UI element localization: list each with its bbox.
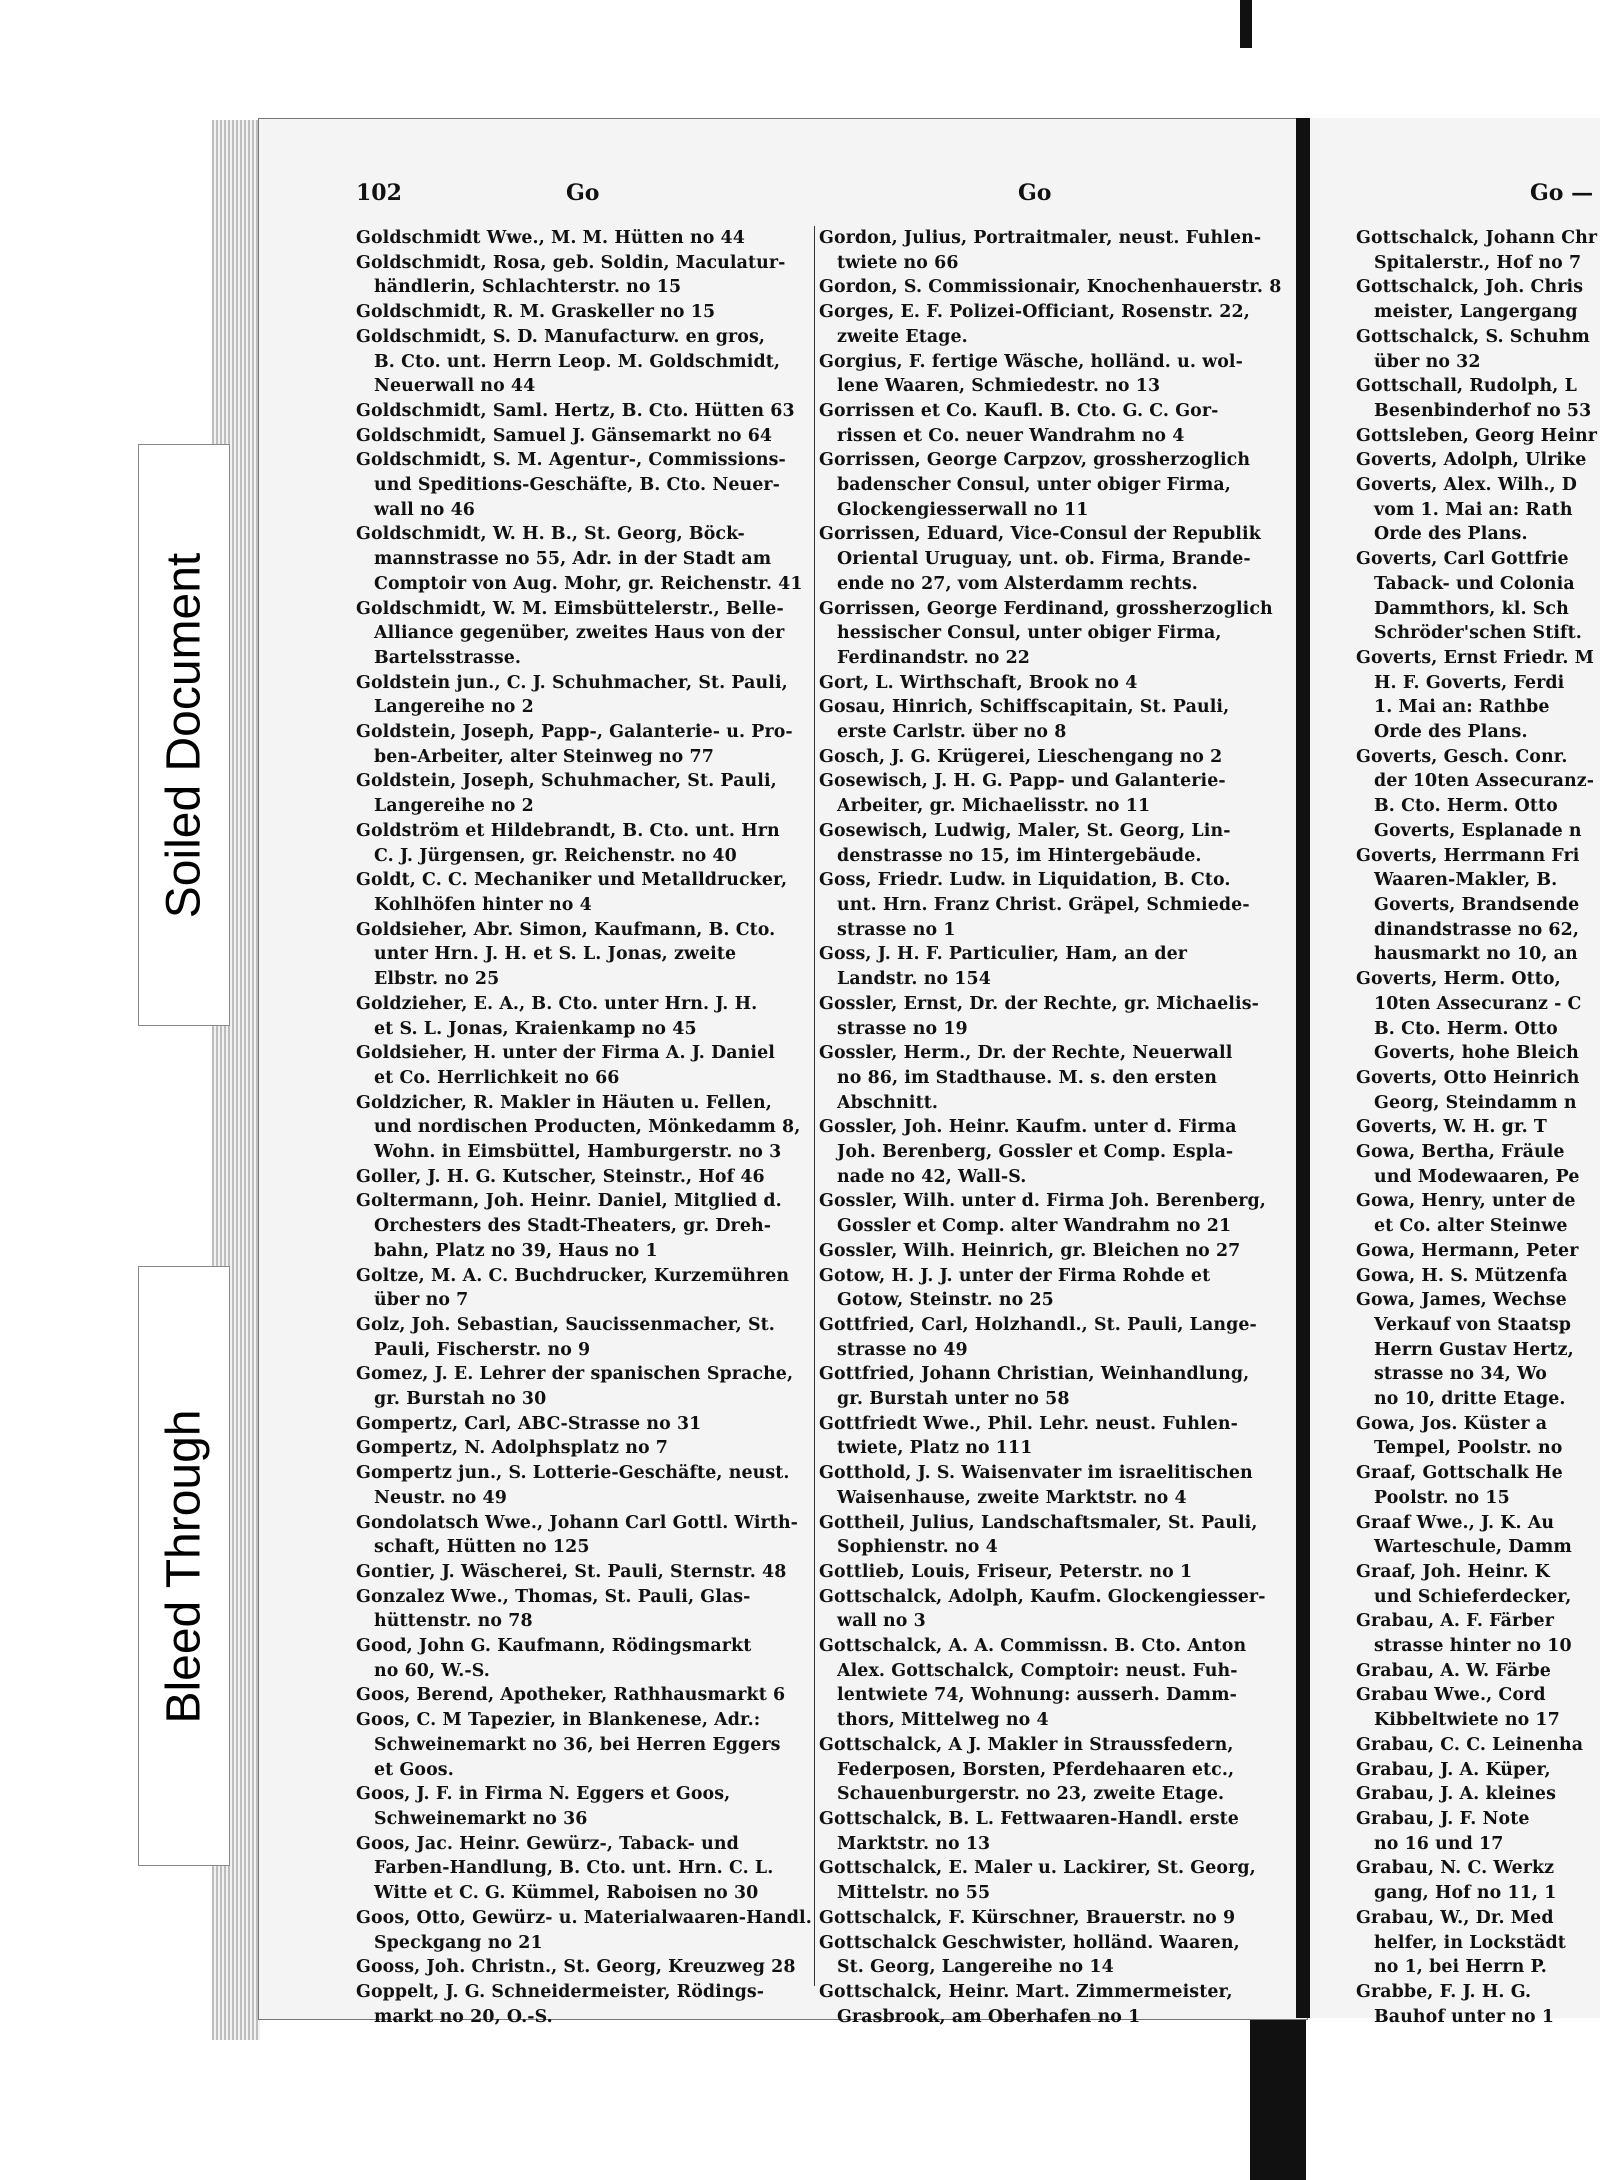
directory-line: badenscher Consul, unter obiger Firma, xyxy=(837,475,1231,496)
directory-line: Warteschule, Damm xyxy=(1374,1537,1572,1558)
directory-line: Goltze, M. A. C. Buchdrucker, Kurzemühren xyxy=(356,1265,790,1286)
directory-line: Gorrissen, George Ferdinand, grossherzoglich xyxy=(819,598,1273,619)
directory-line: über no 7 xyxy=(374,1290,469,1311)
directory-line: et S. L. Jonas, Kraienkamp no 45 xyxy=(374,1018,697,1039)
directory-line: Graaf, Gottschalk He xyxy=(1356,1463,1563,1484)
directory-line: strasse hinter no 10 xyxy=(1374,1636,1572,1657)
directory-line: Goss, Friedr. Ludw. in Liquidation, B. Cto. xyxy=(819,870,1231,891)
directory-line: Grasbrook, am Oberhafen no 1 xyxy=(837,2006,1141,2027)
directory-line: Grabau, J. A. kleines xyxy=(1356,1784,1556,1805)
directory-line: Poolstr. no 15 xyxy=(1374,1487,1510,1508)
directory-line: thors, Mittelweg no 4 xyxy=(837,1710,1049,1731)
directory-line: lentwiete 74, Wohnung: ausserh. Damm- xyxy=(837,1685,1237,1706)
directory-line: Comptoir von Aug. Mohr, gr. Reichenstr. 41 xyxy=(374,573,803,594)
directory-line: Gordon, S. Commissionair, Knochenhauerstr. 8 xyxy=(819,277,1282,298)
directory-line: Goverts, Herm. Otto, xyxy=(1356,969,1561,990)
directory-line: Goldschmidt, R. M. Graskeller no 15 xyxy=(356,302,716,323)
directory-line: der 10ten Assecuranz- xyxy=(1374,771,1595,792)
directory-line: Gondolatsch Wwe., Johann Carl Gottl. Wirth- xyxy=(356,1512,799,1533)
directory-line: Mittelstr. no 55 xyxy=(837,1883,991,1904)
directory-line: Schröder'schen Stift. xyxy=(1374,623,1582,644)
directory-line: Kohlhöfen hinter no 4 xyxy=(374,894,592,915)
directory-line: 10ten Assecuranz - C xyxy=(1374,993,1582,1014)
directory-line: Gooss, Joh. Christn., St. Georg, Kreuzweg 28 xyxy=(356,1957,796,1978)
directory-line: Grabbe, F. J. H. G. xyxy=(1356,1981,1532,2002)
directory-line: Goos, C. M Tapezier, in Blankenese, Adr.: xyxy=(356,1710,761,1731)
directory-line: Gottschalck, F. Kürschner, Brauerstr. no 9 xyxy=(819,1907,1236,1928)
directory-line: unt. Hrn. Franz Christ. Gräpel, Schmiede- xyxy=(837,894,1250,915)
directory-line: gang, Hof no 11, 1 xyxy=(1374,1883,1557,1904)
bleed-through-label: Bleed Through xyxy=(157,1408,211,1724)
directory-line: Abschnitt. xyxy=(837,1092,939,1113)
directory-line: Kibbeltwiete no 17 xyxy=(1374,1710,1560,1731)
directory-line: über no 32 xyxy=(1374,351,1481,372)
directory-line: no 16 und 17 xyxy=(1374,1833,1504,1854)
directory-line: und Modewaaren, Pe xyxy=(1374,1166,1580,1187)
book-gutter xyxy=(1296,118,1310,2018)
directory-line: Grabau, J. F. Note xyxy=(1356,1809,1530,1829)
directory-line: Gottschalck Geschwister, holländ. Waaren, xyxy=(819,1932,1240,1953)
directory-line: Gompertz, Carl, ABC-Strasse no 31 xyxy=(356,1413,702,1434)
directory-line: Gossler, Ernst, Dr. der Rechte, gr. Michaelis- xyxy=(819,993,1259,1014)
directory-line: twiete, Platz no 111 xyxy=(837,1438,1033,1459)
directory-line: Goos, Jac. Heinr. Gewürz-, Taback- und xyxy=(356,1833,739,1854)
directory-line: twiete no 66 xyxy=(837,252,959,273)
directory-line: Wohn. in Eimsbüttel, Hamburgerstr. no 3 xyxy=(374,1142,782,1163)
directory-line: Georg, Steindamm n xyxy=(1374,1092,1577,1113)
directory-line: Gotow, Steinstr. no 25 xyxy=(837,1290,1054,1311)
directory-line: Goldschmidt, Rosa, geb. Soldin, Maculatur- xyxy=(356,252,786,273)
directory-line: Gort, L. Wirthschaft, Brook no 4 xyxy=(819,672,1138,693)
directory-line: Goppelt, J. G. Schneidermeister, Rödings- xyxy=(356,1981,765,2002)
directory-line: unter Hrn. J. H. et S. L. Jonas, zweite xyxy=(374,944,737,965)
directory-line: Farben-Handlung, B. Cto. unt. Hrn. C. L. xyxy=(374,1858,774,1879)
directory-line: Gompertz jun., S. Lotterie-Geschäfte, neust. xyxy=(356,1463,790,1484)
directory-line: Goldsieher, H. unter der Firma A. J. Daniel xyxy=(356,1043,775,1064)
directory-line: Neuerwall no 44 xyxy=(374,376,536,397)
directory-line: Goos, Otto, Gewürz- u. Materialwaaren-Handl. xyxy=(356,1907,812,1928)
directory-line: C. J. Jürgensen, gr. Reichenstr. no 40 xyxy=(374,845,737,866)
directory-line: Herrn Gustav Hertz, xyxy=(1374,1339,1574,1360)
directory-line: B. Cto. Herm. Otto xyxy=(1374,1018,1558,1039)
directory-line: Gottschalck, Adolph, Kaufm. Glockengiesser- xyxy=(819,1586,1266,1607)
directory-column-2 xyxy=(814,226,1282,2027)
directory-line: St. Georg, Langereihe no 14 xyxy=(837,1957,1114,1978)
directory-line: Gossler et Comp. alter Wandrahm no 21 xyxy=(837,1216,1232,1237)
directory-line: Gossler, Herm., Dr. der Rechte, Neuerwall xyxy=(819,1043,1233,1064)
soiled-document-label: Soiled Document xyxy=(157,552,211,918)
directory-line: Orde des Plans. xyxy=(1374,722,1528,743)
directory-line: Goldschmidt, S. M. Agentur-, Commissions- xyxy=(356,450,786,471)
directory-line: Goldström et Hildebrandt, B. Cto. unt. Hrn xyxy=(356,820,780,841)
directory-line: helfer, in Lockstädt xyxy=(1374,1932,1566,1953)
directory-line: Schweinemarkt no 36 xyxy=(374,1809,588,1829)
directory-line: Gorrissen, Eduard, Vice-Consul der Republik xyxy=(819,524,1261,545)
directory-line: ben-Arbeiter, alter Steinweg no 77 xyxy=(374,746,714,767)
directory-line: rissen et Co. neuer Wandrahm no 4 xyxy=(837,425,1185,446)
directory-line: gr. Burstah unter no 58 xyxy=(837,1389,1070,1410)
directory-line: Gottheil, Julius, Landschaftsmaler, St. Pauli, xyxy=(819,1512,1258,1533)
directory-line: Gottschalck, A. A. Commissn. B. Cto. Anton xyxy=(819,1636,1247,1657)
directory-line: Gottschalck, Johann Chr xyxy=(1356,228,1598,248)
directory-line: Gottschall, Rudolph, L xyxy=(1356,376,1577,397)
directory-line: strasse no 49 xyxy=(837,1339,968,1360)
directory-line: händlerin, Schlachterstr. no 15 xyxy=(374,277,682,298)
directory-line: wall no 46 xyxy=(374,499,476,520)
directory-line: Gowa, Jos. Küster a xyxy=(1356,1413,1548,1434)
directory-line: Landstr. no 154 xyxy=(837,969,991,990)
directory-line: und nordischen Producten, Mönkedamm 8, xyxy=(374,1117,801,1138)
directory-line: Goverts, Esplanade n xyxy=(1374,820,1582,841)
directory-line: Gottschalck, Heinr. Mart. Zimmermeister, xyxy=(819,1981,1233,2002)
directory-line: ende no 27, vom Alsterdamm rechts. xyxy=(837,573,1198,594)
directory-line: Gossler, Joh. Heinr. Kaufm. unter d. Firma xyxy=(819,1117,1237,1138)
directory-line: Goldschmidt, S. D. Manufacturw. en gros, xyxy=(356,326,766,347)
directory-line: Goldzicher, R. Makler in Häuten u. Fellen, xyxy=(356,1092,772,1113)
directory-line: Good, John G. Kaufmann, Rödingsmarkt xyxy=(356,1636,752,1657)
directory-line: Gosau, Hinrich, Schiffscapitain, St. Pauli, xyxy=(819,697,1230,718)
directory-line: Gorges, E. F. Polizei-Officiant, Rosenstr. 22, xyxy=(819,302,1250,323)
directory-line: zweite Etage. xyxy=(837,326,968,347)
directory-line: Gottschalck, S. Schuhm xyxy=(1356,326,1590,347)
directory-line: lene Waaren, Schmiedestr. no 13 xyxy=(837,376,1161,397)
directory-line: Gottschalck, A J. Makler in Straussfedern, xyxy=(819,1734,1234,1755)
directory-line: Goldsieher, Abr. Simon, Kaufmann, B. Cto. xyxy=(356,919,776,940)
directory-line: Tempel, Poolstr. no xyxy=(1374,1438,1563,1459)
directory-line: Gottfriedt Wwe., Phil. Lehr. neust. Fuhlen- xyxy=(819,1413,1238,1434)
directory-line: Gossler, Wilh. Heinrich, gr. Bleichen no 27 xyxy=(819,1240,1241,1261)
directory-line: Goldschmidt, W. H. B., St. Georg, Böck- xyxy=(356,524,745,545)
directory-line: Golz, Joh. Sebastian, Saucissenmacher, St. xyxy=(356,1314,775,1335)
directory-line: Goverts, hohe Bleich xyxy=(1374,1043,1579,1064)
directory-line: Graaf Wwe., J. K. Au xyxy=(1356,1512,1555,1533)
directory-line: et Goos. xyxy=(374,1759,454,1780)
directory-line: Gowa, Hermann, Peter xyxy=(1356,1240,1579,1261)
directory-line: Marktstr. no 13 xyxy=(837,1833,991,1854)
directory-line: Bartelsstrasse. xyxy=(374,647,522,668)
directory-line: Goverts, Herrmann Fri xyxy=(1356,845,1580,866)
directory-line: Spitalerstr., Hof no 7 xyxy=(1374,252,1582,273)
directory-line: Gowa, James, Wechse xyxy=(1356,1290,1567,1311)
directory-line: Goldschmidt, Saml. Hertz, B. Cto. Hütten 63 xyxy=(356,400,795,421)
directory-line: Goverts, W. H. gr. T xyxy=(1356,1117,1547,1138)
directory-line: Goverts, Brandsende xyxy=(1374,894,1580,915)
directory-line: Gomez, J. E. Lehrer der spanischen Sprache, xyxy=(356,1364,794,1385)
directory-line: Gowa, Henry, unter de xyxy=(1356,1191,1576,1212)
bleed-through-tab xyxy=(138,1266,230,1866)
directory-line: Gosch, J. G. Krügerei, Lieschengang no 2 xyxy=(819,746,1223,767)
directory-line: Speckgang no 21 xyxy=(374,1932,543,1953)
directory-line: Langereihe no 2 xyxy=(374,697,534,718)
directory-line: schaft, Hütten no 125 xyxy=(374,1537,590,1558)
page-edge-strip-bottom xyxy=(1250,2020,1306,2180)
directory-line: Grabau, A. F. Färber xyxy=(1356,1611,1554,1632)
running-head-right: Go — xyxy=(1530,180,1594,206)
directory-line: Grabau, W., Dr. Med xyxy=(1356,1907,1554,1928)
directory-line: wall no 3 xyxy=(837,1611,926,1632)
directory-line: B. Cto. unt. Herrn Leop. M. Goldschmidt, xyxy=(374,351,781,372)
directory-line: und Schieferdecker, xyxy=(1374,1586,1572,1607)
directory-line: denstrasse no 15, im Hintergebäude. xyxy=(837,845,1202,866)
directory-line: Gompertz, N. Adolphsplatz no 7 xyxy=(356,1438,668,1459)
directory-line: Gowa, H. S. Mützenfa xyxy=(1356,1265,1568,1286)
directory-line: nade no 42, Wall-S. xyxy=(837,1166,1027,1187)
directory-line: Orchesters des Stadt-Theaters, gr. Dreh- xyxy=(374,1216,772,1237)
directory-line: Goldt, C. C. Mechaniker und Metalldrucker, xyxy=(356,870,788,891)
directory-line: vom 1. Mai an: Rath xyxy=(1374,499,1573,520)
directory-line: Goldschmidt Wwe., M. M. Hütten no 44 xyxy=(356,228,745,248)
directory-line: Goverts, Gesch. Conr. xyxy=(1356,746,1568,767)
directory-line: Goller, J. H. G. Kutscher, Steinstr., Hof 46 xyxy=(356,1166,765,1187)
directory-line: Grabau Wwe., Cord xyxy=(1356,1685,1546,1706)
page-number: 102 xyxy=(356,180,402,206)
directory-line: hausmarkt no 10, an xyxy=(1374,944,1578,965)
directory-line: dinandstrasse no 62, xyxy=(1374,919,1579,940)
directory-line: Oriental Uruguay, unt. ob. Firma, Brande- xyxy=(837,549,1251,570)
directory-line: Taback- und Colonia xyxy=(1374,573,1575,594)
directory-line: Goldschmidt, Samuel J. Gänsemarkt no 64 xyxy=(356,425,773,446)
running-head-center: Go xyxy=(1018,180,1052,206)
directory-line: erste Carlstr. über no 8 xyxy=(837,722,1067,743)
directory-line: Gorgius, F. fertige Wäsche, holländ. u. wol- xyxy=(819,351,1243,372)
directory-line: Gosewisch, Ludwig, Maler, St. Georg, Lin- xyxy=(819,820,1231,841)
directory-line: Gowa, Bertha, Fräule xyxy=(1356,1142,1565,1163)
directory-line: no 1, bei Herrn P. xyxy=(1374,1957,1547,1978)
directory-line: Goverts, Alex. Wilh., D xyxy=(1356,475,1577,496)
directory-line: bahn, Platz no 39, Haus no 1 xyxy=(374,1240,658,1261)
directory-line: B. Cto. Herm. Otto xyxy=(1374,796,1558,817)
directory-line: no 10, dritte Etage. xyxy=(1374,1389,1566,1410)
directory-line: Goos, Berend, Apotheker, Rathhausmarkt 6 xyxy=(356,1685,786,1706)
directory-line: Gordon, Julius, Portraitmaler, neust. Fuhlen- xyxy=(819,228,1262,248)
directory-line: Schauenburgerstr. no 23, zweite Etage. xyxy=(837,1784,1225,1805)
directory-line: Glockengiesserwall no 11 xyxy=(837,499,1089,520)
directory-line: Witte et C. G. Kümmel, Raboisen no 30 xyxy=(374,1883,759,1904)
soiled-document-tab xyxy=(138,444,230,1026)
directory-line: Goverts, Ernst Friedr. M xyxy=(1356,647,1595,668)
directory-line: markt no 20, O.-S. xyxy=(374,2006,553,2027)
directory-line: Sophienstr. no 4 xyxy=(837,1537,998,1558)
directory-line: Goldschmidt, W. M. Eimsbüttelerstr., Belle- xyxy=(356,598,784,619)
directory-line: Joh. Berenberg, Gossler et Comp. Espla- xyxy=(837,1142,1234,1163)
directory-line: Gottschalck, B. L. Fettwaaren-Handl. erste xyxy=(819,1809,1239,1829)
directory-line: Goos, J. F. in Firma N. Eggers et Goos, xyxy=(356,1784,731,1805)
directory-line: Goverts, Carl Gottfrie xyxy=(1356,549,1569,570)
directory-line: Gontier, J. Wäscherei, St. Pauli, Sternstr. 48 xyxy=(356,1561,787,1582)
directory-line: hessischer Consul, unter obiger Firma, xyxy=(837,623,1222,644)
directory-line: Goldstein jun., C. J. Schuhmacher, St. Pauli, xyxy=(356,672,788,693)
directory-line: Alex. Gottschalck, Comptoir: neust. Fuh- xyxy=(837,1660,1238,1681)
directory-line: Gonzalez Wwe., Thomas, St. Pauli, Glas- xyxy=(356,1586,751,1607)
directory-line: Gorrissen, George Carpzov, grossherzoglich xyxy=(819,450,1251,471)
directory-line: et Co. Herrlichkeit no 66 xyxy=(374,1067,620,1088)
directory-line: Waaren-Makler, B. xyxy=(1374,870,1558,891)
directory-line: Bauhof unter no 1 xyxy=(1374,2006,1555,2027)
directory-line: Verkauf von Staatsp xyxy=(1374,1314,1572,1335)
directory-line: no 86, im Stadthause. M. s. den ersten xyxy=(837,1067,1217,1088)
directory-line: Gottfried, Johann Christian, Weinhandlung, xyxy=(819,1364,1250,1385)
directory-line: Graaf, Joh. Heinr. K xyxy=(1356,1561,1550,1582)
directory-line: H. F. Goverts, Ferdi xyxy=(1374,672,1565,693)
directory-line: Gossler, Wilh. unter d. Firma Joh. Berenberg, xyxy=(819,1191,1266,1212)
directory-line: Waisenhause, zweite Marktstr. no 4 xyxy=(837,1487,1187,1508)
directory-line: hüttenstr. no 78 xyxy=(374,1611,533,1632)
directory-line: Dammthors, kl. Sch xyxy=(1374,598,1569,619)
directory-line: Orde des Plans. xyxy=(1374,524,1528,545)
directory-line: Besenbinderhof no 53 xyxy=(1374,400,1592,421)
directory-column-3 xyxy=(1356,226,1600,2029)
directory-line: Langereihe no 2 xyxy=(374,796,534,817)
page-edge-strip-top xyxy=(1240,0,1252,48)
directory-line: Goverts, Otto Heinrich xyxy=(1356,1067,1580,1088)
directory-line: Gottsleben, Georg Heinr xyxy=(1356,425,1598,446)
directory-line: Goldstein, Joseph, Schuhmacher, St. Pauli, xyxy=(356,771,777,792)
directory-line: Neustr. no 49 xyxy=(374,1487,507,1508)
directory-line: Gottschalck, Joh. Chris xyxy=(1356,277,1584,298)
directory-line: Federposen, Borsten, Pferdehaaren etc., xyxy=(837,1759,1235,1780)
running-head-left: Go xyxy=(566,180,600,206)
directory-line: strasse no 19 xyxy=(837,1018,968,1039)
directory-line: Alliance gegenüber, zweites Haus von der xyxy=(374,623,785,644)
directory-line: et Co. alter Steinwe xyxy=(1374,1216,1568,1237)
directory-line: mannstrasse no 55, Adr. in der Stadt am xyxy=(374,549,772,570)
directory-column-1 xyxy=(356,226,812,2029)
directory-line: Gosewisch, J. H. G. Papp- und Galanterie- xyxy=(819,771,1226,792)
directory-line: Ferdinandstr. no 22 xyxy=(837,647,1031,668)
directory-line: und Speditions-Geschäfte, B. Cto. Neuer- xyxy=(374,475,780,496)
directory-line: Gotthold, J. S. Waisenvater im israelitischen xyxy=(819,1463,1253,1484)
directory-line: no 60, W.-S. xyxy=(374,1660,490,1681)
directory-line: Gottlieb, Louis, Friseur, Peterstr. no 1 xyxy=(819,1561,1193,1582)
directory-line: Grabau, A. W. Färbe xyxy=(1356,1660,1551,1681)
directory-line: Grabau, N. C. Werkz xyxy=(1356,1858,1555,1879)
directory-line: Grabau, C. C. Leinenha xyxy=(1356,1734,1584,1755)
directory-line: Goverts, Adolph, Ulrike xyxy=(1356,450,1587,471)
directory-line: Goss, J. H. F. Particulier, Ham, an der xyxy=(819,944,1188,965)
directory-line: strasse no 34, Wo xyxy=(1374,1364,1547,1385)
directory-line: meister, Langergang xyxy=(1374,302,1578,323)
directory-line: gr. Burstah no 30 xyxy=(374,1389,547,1410)
directory-line: Goldzieher, E. A., B. Cto. unter Hrn. J. H. xyxy=(356,993,758,1014)
directory-line: Goltermann, Joh. Heinr. Daniel, Mitglied d. xyxy=(356,1191,782,1212)
directory-line: Grabau, J. A. Küper, xyxy=(1356,1759,1551,1780)
directory-line: Gottfried, Carl, Holzhandl., St. Pauli, Lange- xyxy=(819,1314,1257,1335)
directory-line: Arbeiter, gr. Michaelisstr. no 11 xyxy=(837,796,1151,817)
directory-line: strasse no 1 xyxy=(837,919,956,940)
directory-line: 1. Mai an: Rathbe xyxy=(1374,697,1550,718)
directory-line: Schweinemarkt no 36, bei Herren Eggers xyxy=(374,1734,781,1755)
directory-line: Gorrissen et Co. Kaufl. B. Cto. G. C. Gor- xyxy=(819,400,1219,421)
directory-line: Gotow, H. J. J. unter der Firma Rohde et xyxy=(819,1265,1211,1286)
directory-line: Elbstr. no 25 xyxy=(374,969,500,990)
directory-line: Pauli, Fischerstr. no 9 xyxy=(374,1339,591,1360)
directory-line: Goldstein, Joseph, Papp-, Galanterie- u. Pro- xyxy=(356,722,793,743)
directory-line: Gottschalck, E. Maler u. Lackirer, St. Georg, xyxy=(819,1858,1256,1879)
